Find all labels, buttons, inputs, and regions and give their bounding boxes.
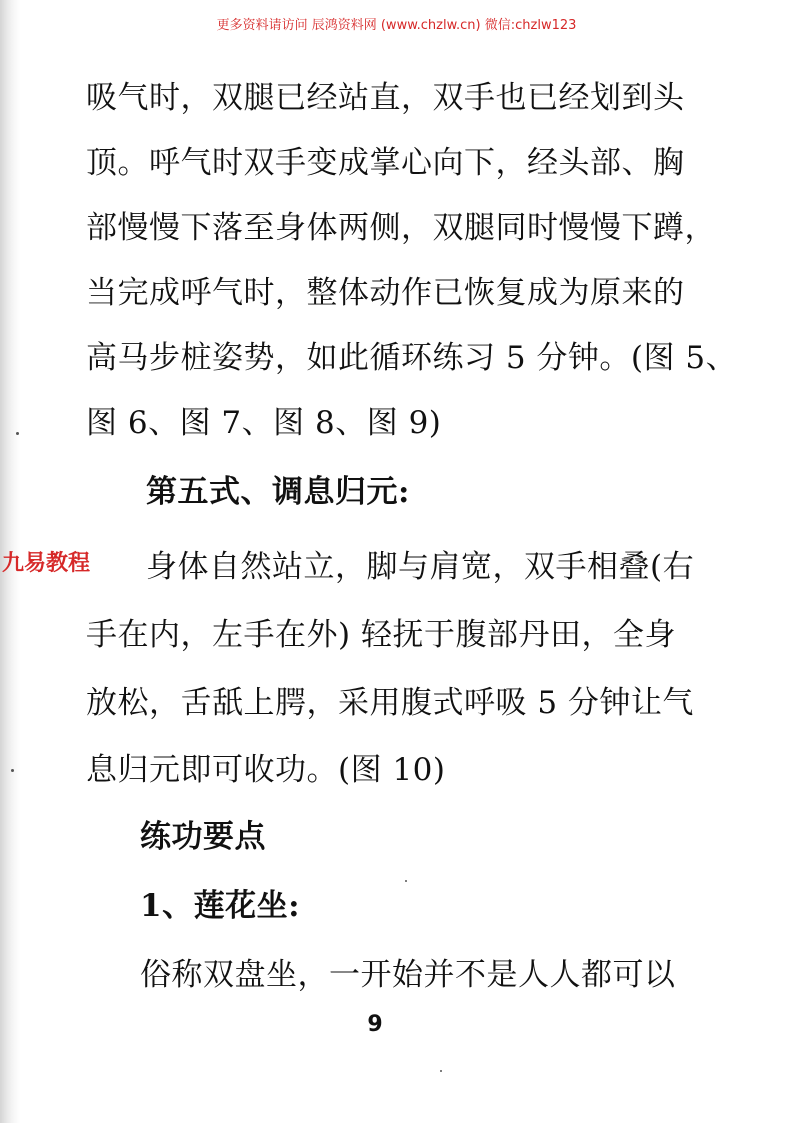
section-heading: 练功要点 <box>140 819 266 855</box>
body-line: 高马步桩姿势，如此循环练习 5 分钟。(图 5、 <box>86 340 738 376</box>
body-line: 吸气时，双腿已经站直，双手也已经划到头 <box>86 80 685 116</box>
body-line: 图 6、图 7、图 8、图 9) <box>86 405 442 441</box>
body-line: 部慢慢下落至身体两侧，双腿同时慢慢下蹲， <box>86 210 716 246</box>
scan-speck <box>405 880 407 882</box>
body-line: 当完成呼气时，整体动作已恢复成为原来的 <box>86 275 685 311</box>
section-heading: 第五式、调息归元: <box>146 474 410 510</box>
source-header-link[interactable]: 更多资料请访问 辰鸿资料网 (www.chzlw.cn) 微信:chzlw123 <box>216 18 577 33</box>
watermark-label: 九易教程 <box>2 551 91 576</box>
scan-speck <box>16 432 19 435</box>
body-line: 身体自然站立，脚与肩宽，双手相叠(右 <box>146 549 695 585</box>
scan-speck <box>11 769 14 772</box>
body-line: 息归元即可收功。(图 10) <box>86 752 446 788</box>
body-line: 放松，舌舐上腭，采用腹式呼吸 5 分钟让气 <box>86 685 694 721</box>
body-line: 顶。呼气时双手变成掌心向下，经头部、胸 <box>86 145 685 181</box>
body-line: 手在内，左手在外) 轻抚于腹部丹田，全身 <box>86 617 676 653</box>
scan-speck <box>440 1070 442 1072</box>
section-heading: 1、莲花坐: <box>140 888 301 924</box>
body-line: 俗称双盘坐，一开始并不是人人都可以 <box>140 957 676 993</box>
page-number: 9 <box>367 1012 383 1037</box>
